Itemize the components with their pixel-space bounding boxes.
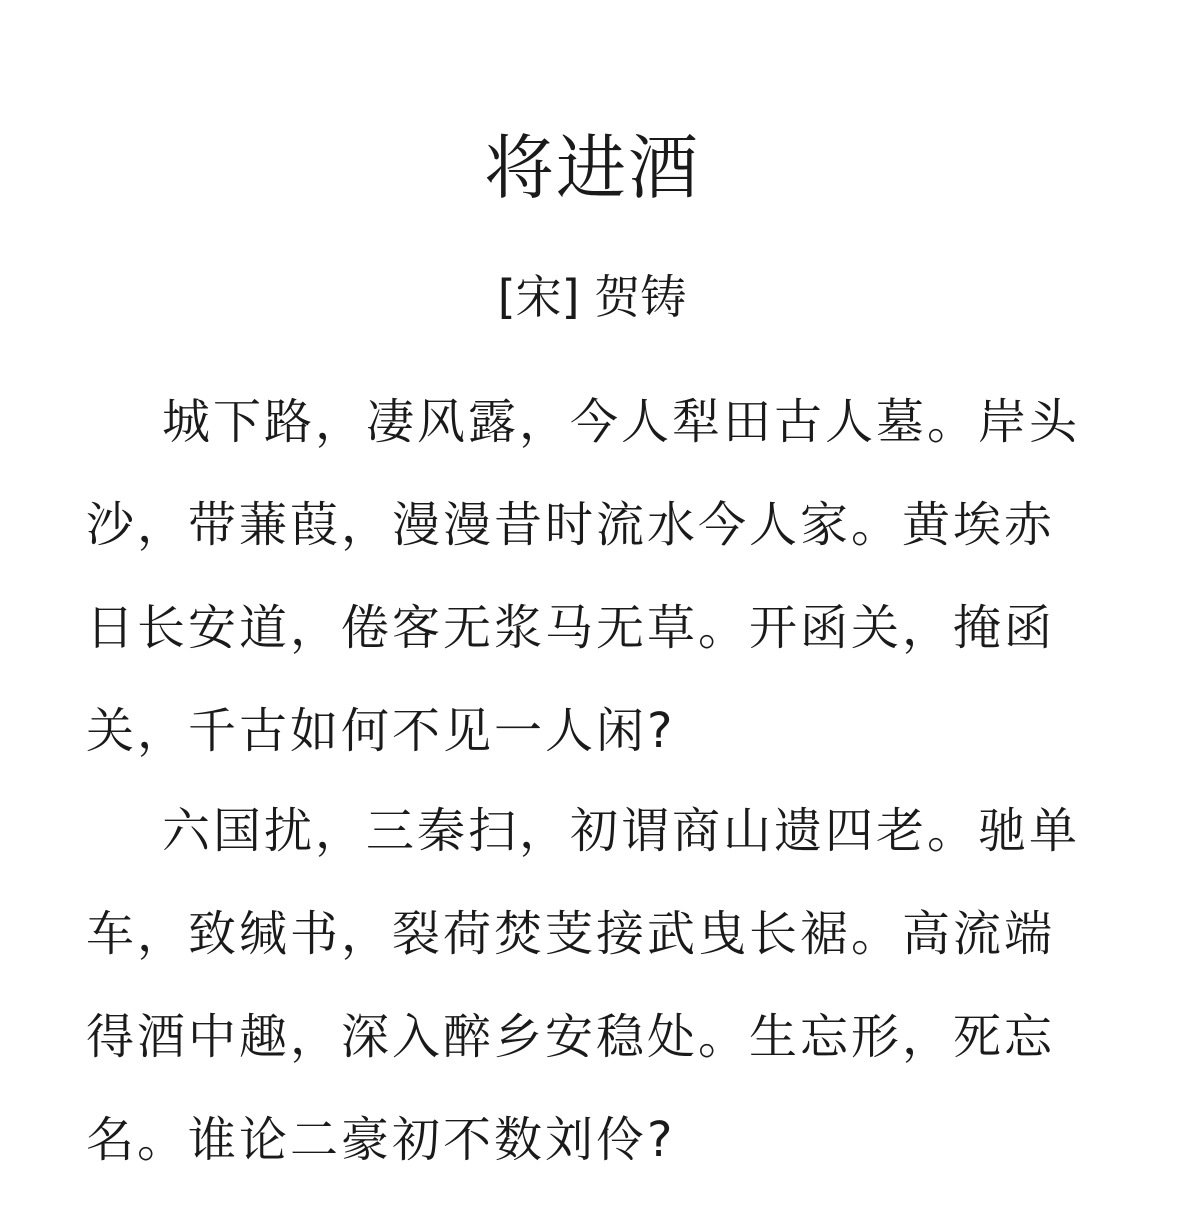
poem-title: 将进酒	[484, 127, 700, 209]
poem-stanza-1: 城下路，凄风露，今人犁田古人墓。岸头沙，带蒹葭，漫漫昔时流水今人家。黄埃赤日长安道，倦客无浆马无草。开函关，掩函关，千古如何不见一人闲?	[86, 394, 1081, 759]
poem-author: [宋] 贺铸	[497, 270, 687, 324]
poem-stanza-2: 六国扰，三秦扫，初谓商山遗四老。驰单车，致缄书，裂荷焚芰接武曳长裾。高流端得酒中趣，深入醉乡安稳处。生忘形，死忘名。谁论二豪初不数刘伶?	[86, 803, 1081, 1168]
